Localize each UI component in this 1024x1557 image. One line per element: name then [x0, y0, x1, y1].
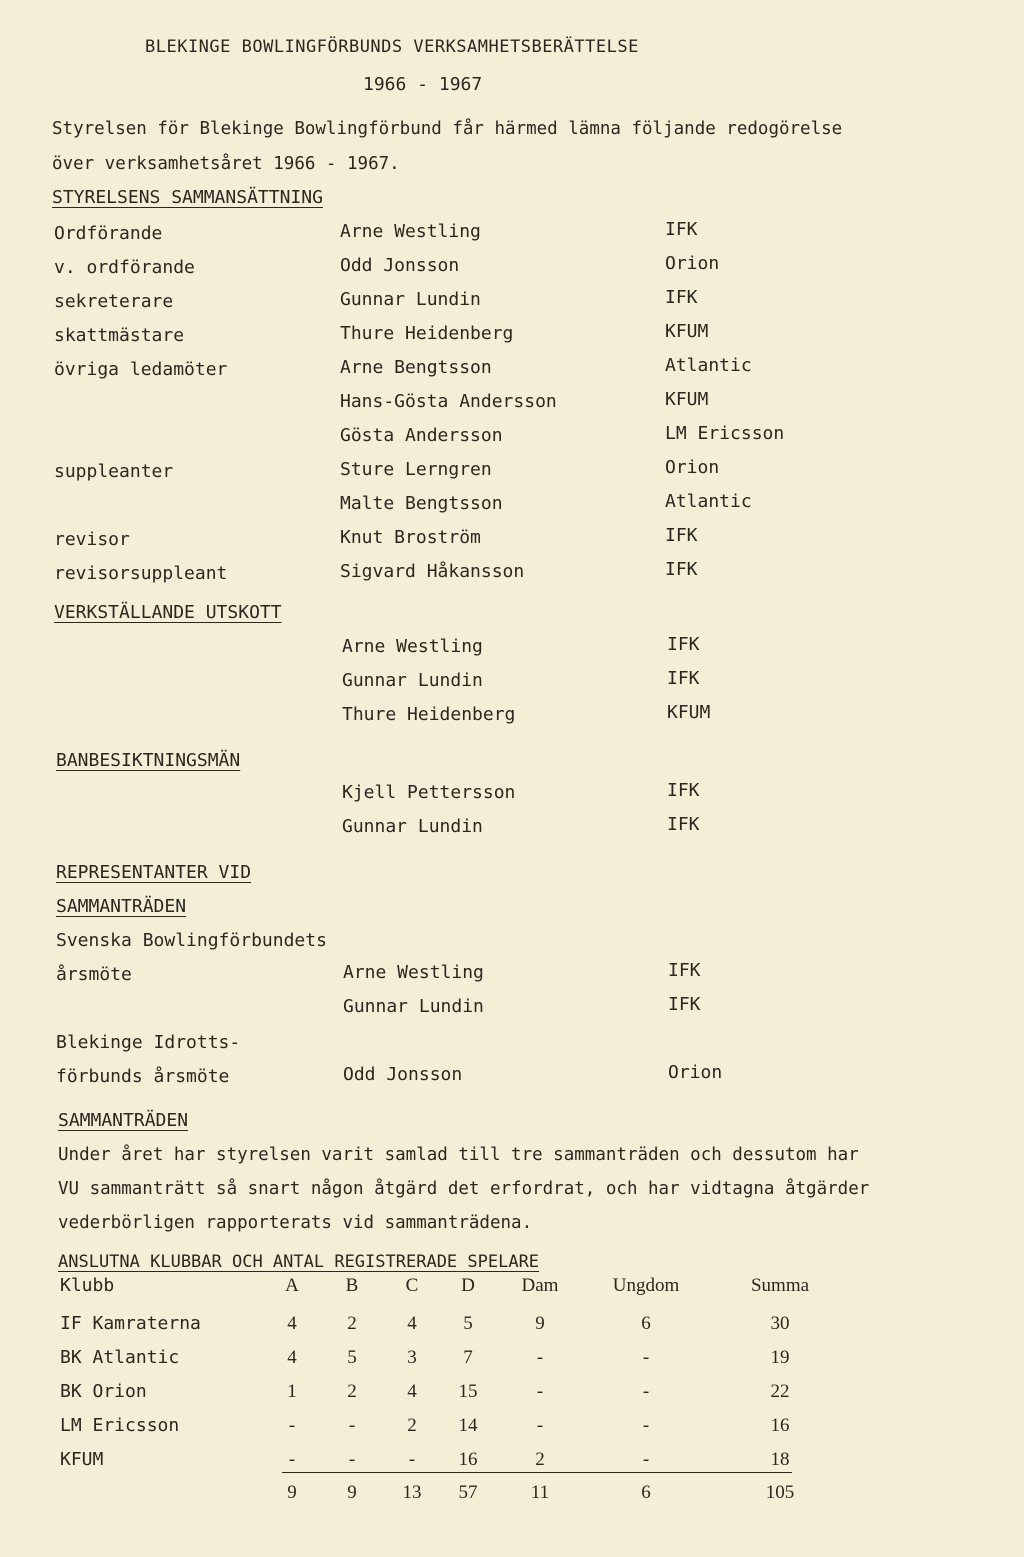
count-a: 1	[287, 1381, 297, 1402]
total-count-d: 57	[458, 1482, 478, 1503]
table-header-club-name: Klubb	[60, 1275, 115, 1296]
vu-member-name: Gunnar Lundin	[342, 670, 483, 691]
representatives-heading-1: REPRESENTANTER VID	[56, 862, 252, 883]
count-dam: 2	[535, 1449, 545, 1470]
count-ungdom: 6	[641, 1313, 651, 1334]
club-name: KFUM	[60, 1449, 104, 1470]
vu-member-club: KFUM	[667, 702, 711, 723]
board-role: övriga ledamöter	[54, 359, 228, 380]
count-d: 5	[463, 1313, 473, 1334]
count-a: -	[288, 1415, 296, 1436]
total-count-c: 13	[402, 1482, 422, 1503]
inspector-club: IFK	[667, 814, 700, 835]
board-role: v. ordförande	[54, 257, 195, 278]
board-heading: STYRELSENS SAMMANSÄTTNING	[52, 187, 323, 208]
bif-club: Orion	[668, 1062, 723, 1083]
count-ungdom: -	[642, 1449, 650, 1470]
vu-heading: VERKSTÄLLANDE UTSKOTT	[54, 602, 282, 623]
count-c: 3	[407, 1347, 417, 1368]
representatives-heading-2: SAMMANTRÄDEN	[56, 896, 187, 917]
club-name: LM Ericsson	[60, 1415, 180, 1436]
count-b: 2	[347, 1313, 357, 1334]
board-member-club: Orion	[665, 457, 720, 478]
count-summa: 16	[770, 1415, 790, 1436]
board-member-name: Sture Lerngren	[340, 459, 492, 480]
meetings-line-2: VU sammanträtt så snart någon åtgärd det erfordrat, och har vidtagna åtgärder	[58, 1179, 870, 1199]
club-name: BK Orion	[60, 1381, 147, 1402]
count-summa: 22	[770, 1381, 790, 1402]
board-member-club: Atlantic	[665, 355, 752, 376]
document-period: 1966 - 1967	[363, 74, 483, 95]
board-role: Ordförande	[54, 223, 163, 244]
total-count-dam: 11	[530, 1482, 550, 1503]
count-dam: 9	[535, 1313, 545, 1334]
count-d: 14	[458, 1415, 478, 1436]
board-role: skattmästare	[54, 325, 185, 346]
board-member-club: IFK	[665, 287, 698, 308]
bif-label-1: Blekinge Idrotts-	[56, 1032, 241, 1053]
count-d: 15	[458, 1381, 478, 1402]
inspectors-heading: BANBESIKTNINGSMÄN	[56, 750, 241, 771]
count-c: -	[408, 1449, 416, 1470]
total-count-a: 9	[287, 1482, 297, 1503]
board-member-name: Knut Broström	[340, 527, 481, 548]
count-b: -	[348, 1449, 356, 1470]
count-summa: 18	[770, 1449, 790, 1470]
count-b: 2	[347, 1381, 357, 1402]
clubs-table-heading: ANSLUTNA KLUBBAR OCH ANTAL REGISTRERADE SPELARE	[58, 1252, 540, 1272]
inspector-club: IFK	[667, 780, 700, 801]
board-role: suppleanter	[54, 461, 174, 482]
count-dam: -	[536, 1381, 544, 1402]
inspector-name: Kjell Pettersson	[342, 782, 516, 803]
meetings-line-1: Under året har styrelsen varit samlad till tre sammanträden och dessutom har	[58, 1145, 859, 1165]
sbf-rep-name: Gunnar Lundin	[343, 996, 484, 1017]
vu-member-name: Thure Heidenberg	[342, 704, 516, 725]
count-ungdom: -	[642, 1381, 650, 1402]
totals-rule	[282, 1472, 792, 1473]
board-member-club: KFUM	[665, 321, 709, 342]
sbf-label-1: Svenska Bowlingförbundets	[56, 930, 327, 951]
table-header-count-a: A	[285, 1275, 299, 1296]
count-ungdom: -	[642, 1347, 650, 1368]
sbf-rep-name: Arne Westling	[343, 962, 484, 983]
sbf-label-2: årsmöte	[56, 964, 132, 985]
count-a: 4	[287, 1347, 297, 1368]
board-member-club: IFK	[665, 525, 698, 546]
inspector-name: Gunnar Lundin	[342, 816, 483, 837]
board-member-name: Hans-Gösta Andersson	[340, 391, 557, 412]
board-member-name: Malte Bengtsson	[340, 493, 503, 514]
board-member-name: Gunnar Lundin	[340, 289, 481, 310]
vu-member-club: IFK	[667, 668, 700, 689]
total-count-ungdom: 6	[641, 1482, 651, 1503]
count-ungdom: -	[642, 1415, 650, 1436]
board-member-name: Thure Heidenberg	[340, 323, 514, 344]
table-header-count-b: B	[345, 1275, 359, 1296]
vu-member-name: Arne Westling	[342, 636, 483, 657]
total-count-summa: 105	[765, 1482, 795, 1503]
document-title: BLEKINGE BOWLINGFÖRBUNDS VERKSAMHETSBERÄTTELSE	[145, 37, 639, 57]
club-name: IF Kamraterna	[60, 1313, 201, 1334]
count-a: 4	[287, 1313, 297, 1334]
bif-name: Odd Jonsson	[343, 1064, 463, 1085]
board-member-name: Odd Jonsson	[340, 255, 460, 276]
count-b: 5	[347, 1347, 357, 1368]
count-c: 4	[407, 1381, 417, 1402]
meetings-heading: SAMMANTRÄDEN	[58, 1110, 189, 1131]
count-summa: 30	[770, 1313, 790, 1334]
club-name: BK Atlantic	[60, 1347, 180, 1368]
board-member-club: KFUM	[665, 389, 709, 410]
board-member-club: IFK	[665, 559, 698, 580]
count-summa: 19	[770, 1347, 790, 1368]
vu-member-club: IFK	[667, 634, 700, 655]
board-role: sekreterare	[54, 291, 174, 312]
board-member-name: Arne Westling	[340, 221, 481, 242]
count-d: 16	[458, 1449, 478, 1470]
table-header-count-dam: Dam	[521, 1275, 559, 1296]
table-header-count-ungdom: Ungdom	[612, 1275, 680, 1296]
intro-line-2: över verksamhetsåret 1966 - 1967.	[52, 154, 400, 174]
board-member-club: IFK	[665, 219, 698, 240]
sbf-rep-club: IFK	[668, 994, 701, 1015]
bif-label-2: förbunds årsmöte	[56, 1066, 230, 1087]
meetings-line-3: vederbörligen rapporterats vid sammanträdena.	[58, 1213, 533, 1233]
count-c: 4	[407, 1313, 417, 1334]
table-header-count-c: C	[405, 1275, 419, 1296]
table-header-count-summa: Summa	[750, 1275, 810, 1296]
board-member-name: Gösta Andersson	[340, 425, 503, 446]
count-c: 2	[407, 1415, 417, 1436]
intro-line-1: Styrelsen för Blekinge Bowlingförbund får härmed lämna följande redogörelse	[52, 119, 843, 139]
sbf-rep-club: IFK	[668, 960, 701, 981]
count-dam: -	[536, 1347, 544, 1368]
board-member-club: LM Ericsson	[665, 423, 785, 444]
count-a: -	[288, 1449, 296, 1470]
board-role: revisor	[54, 529, 130, 550]
count-d: 7	[463, 1347, 473, 1368]
board-member-name: Sigvard Håkansson	[340, 561, 525, 582]
total-count-b: 9	[347, 1482, 357, 1503]
count-b: -	[348, 1415, 356, 1436]
board-member-club: Atlantic	[665, 491, 752, 512]
table-header-count-d: D	[461, 1275, 475, 1296]
count-dam: -	[536, 1415, 544, 1436]
board-member-name: Arne Bengtsson	[340, 357, 492, 378]
board-member-club: Orion	[665, 253, 720, 274]
board-role: revisorsuppleant	[54, 563, 228, 584]
